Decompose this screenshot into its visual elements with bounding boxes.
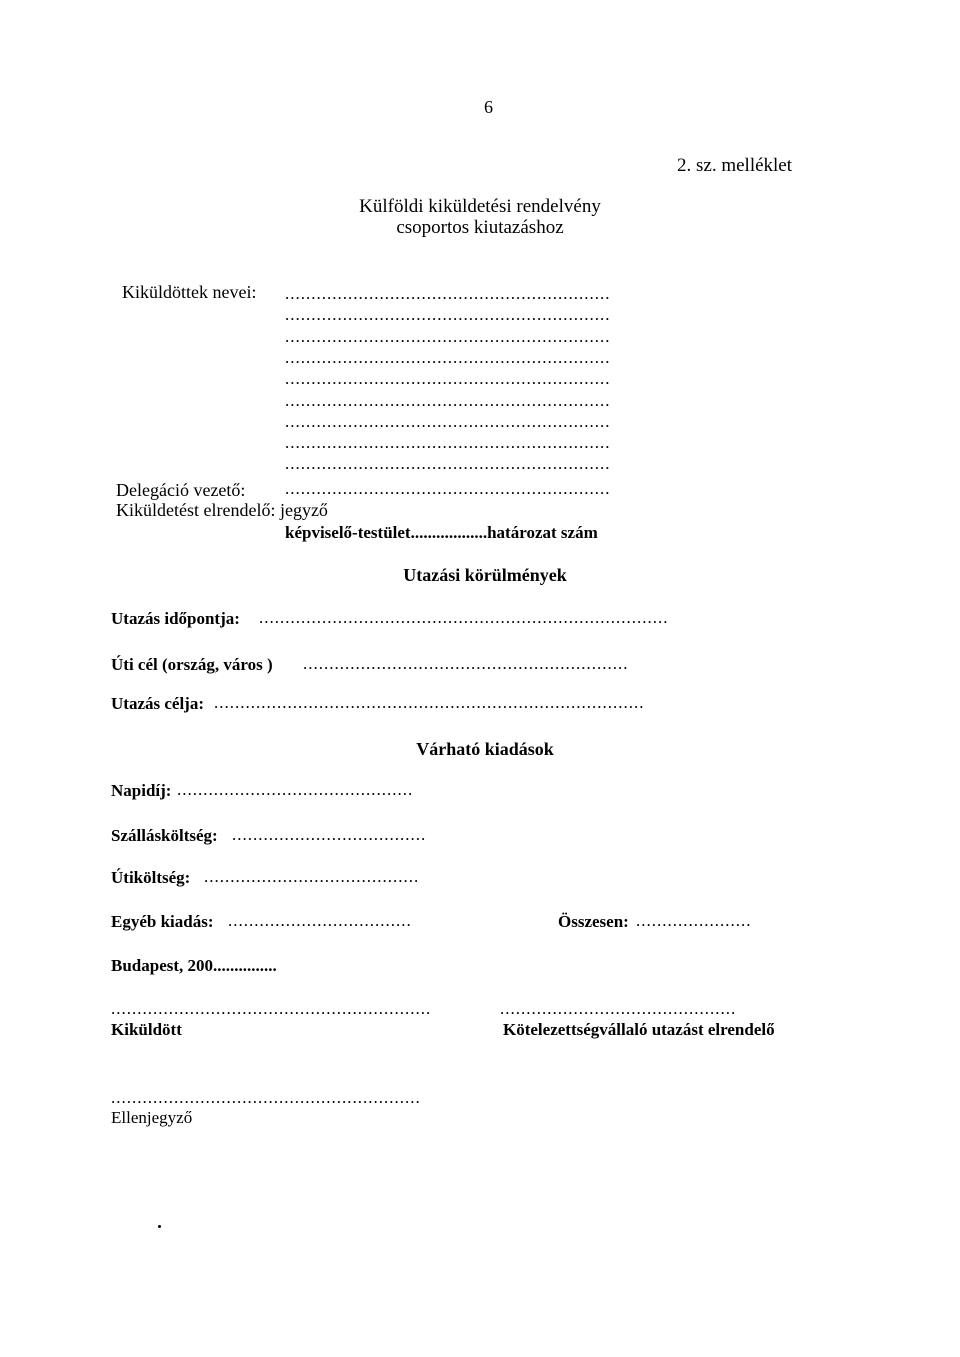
delegate-name-dots: .............................................................. [285,412,611,431]
delegation-leader-label: Delegáció vezető: [116,480,246,500]
other-expense-dots: ................................... [228,911,412,930]
destination-label: Úti cél (ország, város ) [111,655,273,674]
other-expense-label: Egyéb kiadás: [111,912,214,931]
place-date: Budapest, 200............... [111,956,277,975]
resolution-line: képviselő-testület..................határozat szám [285,523,598,542]
approver-signature-dots: ............................................. [500,999,737,1018]
delegates-label: Kiküldöttek nevei: [122,282,257,302]
countersign-label: Ellenjegyző [111,1108,193,1127]
travel-cost-label: Útiköltség: [111,868,191,887]
delegate-signature-dots: ............................................................. [111,999,432,1018]
travel-time-dots: .............................................................................. [259,608,669,627]
per-diem-dots: ............................................. [177,780,414,799]
total-label: Összesen: [558,912,629,931]
delegation-leader-dots: .............................................................. [285,479,611,498]
countersign-dots: ........................................................... [111,1088,421,1107]
total-dots: ...................... [636,911,752,930]
travel-time-label: Utazás időpontja: [111,609,240,628]
page-number: 6 [484,97,493,117]
destination-dots: .............................................................. [303,654,629,673]
delegate-name-dots: .............................................................. [285,284,611,303]
stray-mark [158,1225,161,1228]
travel-cost-dots: ......................................... [204,867,420,886]
delegate-name-dots: .............................................................. [285,391,611,410]
ordered-by-line: Kiküldetést elrendelő: jegyző [116,500,328,520]
annex-label: 2. sz. melléklet [677,155,793,176]
travel-purpose-label: Utazás célja: [111,694,204,713]
delegate-name-dots: .............................................................. [285,433,611,452]
travel-section-title: Utazási körülmények [403,565,567,585]
per-diem-label: Napidíj: [111,781,172,800]
form-title-line1: Külföldi kiküldetési rendelvény [359,196,601,217]
delegate-name-dots: .............................................................. [285,327,611,346]
expenses-section-title: Várható kiadások [416,739,554,759]
delegate-name-dots: .............................................................. [285,348,611,367]
approver-signature-label: Kötelezettségvállaló utazást elrendelő [503,1020,775,1039]
delegate-name-dots: .............................................................. [285,305,611,324]
accommodation-label: Szállásköltség: [111,826,218,845]
travel-purpose-dots: .................................................................................. [214,693,645,712]
delegate-name-dots: .............................................................. [285,454,611,473]
form-title-line2: csoportos kiutazáshoz [396,217,564,238]
delegate-name-dots: .............................................................. [285,369,611,388]
accommodation-dots: ..................................... [232,825,427,844]
delegate-signature-label: Kiküldött [111,1020,182,1039]
